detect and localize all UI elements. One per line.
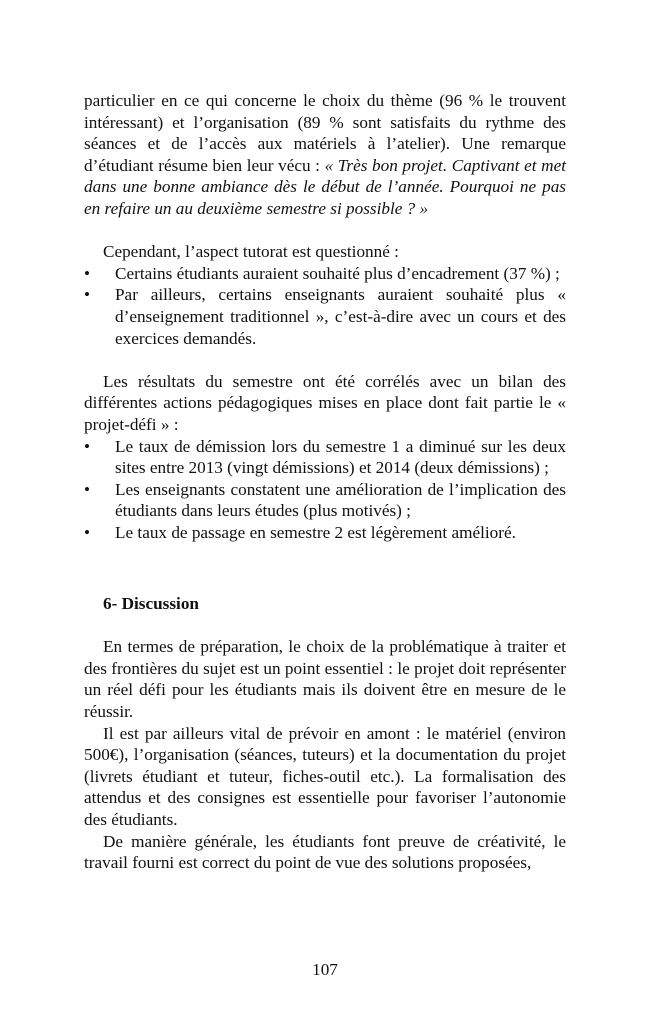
paragraph-survey-text: particulier en ce qui concerne le choix du thème (96 % le trouvent intéressant) et l’organisation (89 % sont satisfaits du rythme des séances et de l’accès aux matériels à l’atelier). Une remarque d’étudiant résume bien leur vécu : <box>84 91 566 175</box>
list-item-text: Le taux de démission lors du semestre 1 a diminué sur les deux sites entre 2013 (vingt démissions) et 2014 (deux démissions) ; <box>115 436 566 478</box>
spacer <box>84 220 566 242</box>
bullet-icon: • <box>84 436 91 456</box>
paragraph-discussion-1: En termes de préparation, le choix de la problématique à traiter et des frontières du sujet est un point essentiel : le projet doit représenter un réel défi pour les étudiants mais ils doivent être en mesure de le réussir. <box>84 637 566 722</box>
page-body <box>84 90 566 874</box>
bullet-icon: • <box>84 479 91 499</box>
list-item <box>84 284 566 349</box>
list-item <box>84 263 566 285</box>
list-item-text: Les enseignants constatent une amélioration de l’implication des étudiants dans leurs études (plus motivés) ; <box>115 479 566 521</box>
spacer <box>84 349 566 371</box>
list-item <box>84 522 566 544</box>
spacer <box>84 565 566 593</box>
bullet-icon: • <box>84 522 91 542</box>
list-item-text: Par ailleurs, certains enseignants auraient souhaité plus « d’enseignement traditionnel », c’est-à-dire avec un cours et des exercices demandés. <box>115 285 566 348</box>
student-quote: « Très bon projet. Captivant et met dans une bonne ambiance dès le début de l’année. Pourquoi ne pas en refaire un au deuxième semestre si possible ? » <box>84 155 566 218</box>
list-item-text: Certains étudiants auraient souhaité plus d’encadrement (37 %) ; <box>115 263 560 283</box>
bullet-icon: • <box>84 263 91 283</box>
list-item <box>84 436 566 479</box>
spacer <box>84 615 566 637</box>
section-heading: 6- Discussion <box>103 594 199 614</box>
page-number: 107 <box>312 960 338 979</box>
list-item-text: Le taux de passage en semestre 2 est légèrement amélioré. <box>115 522 516 542</box>
paragraph-discussion-3: De manière générale, les étudiants font preuve de créativité, le travail fourni est correct du point de vue des solutions proposées, <box>84 831 566 873</box>
paragraph-results-intro: Les résultats du semestre ont été corrélés avec un bilan des différentes actions pédagogiques mises en place dont fait partie le « projet-défi » : <box>84 371 566 434</box>
paragraph-tutorat-intro: Cependant, l’aspect tutorat est questionné : <box>103 242 399 262</box>
paragraph-survey-results <box>84 90 566 220</box>
paragraph-discussion-2: Il est par ailleurs vital de prévoir en amont : le matériel (environ 500€), l’organisation (séances, tuteurs) et la documentation du projet (livrets étudiant et tuteur, fiches-outil etc.). La formalisation des attendus et des consignes est essentielle pour favoriser l’autonomie des étudiants. <box>84 723 566 829</box>
list-tutorat <box>84 263 566 349</box>
spacer <box>84 543 566 565</box>
bullet-icon: • <box>84 285 91 305</box>
list-item <box>84 479 566 522</box>
list-resultats <box>84 436 566 544</box>
